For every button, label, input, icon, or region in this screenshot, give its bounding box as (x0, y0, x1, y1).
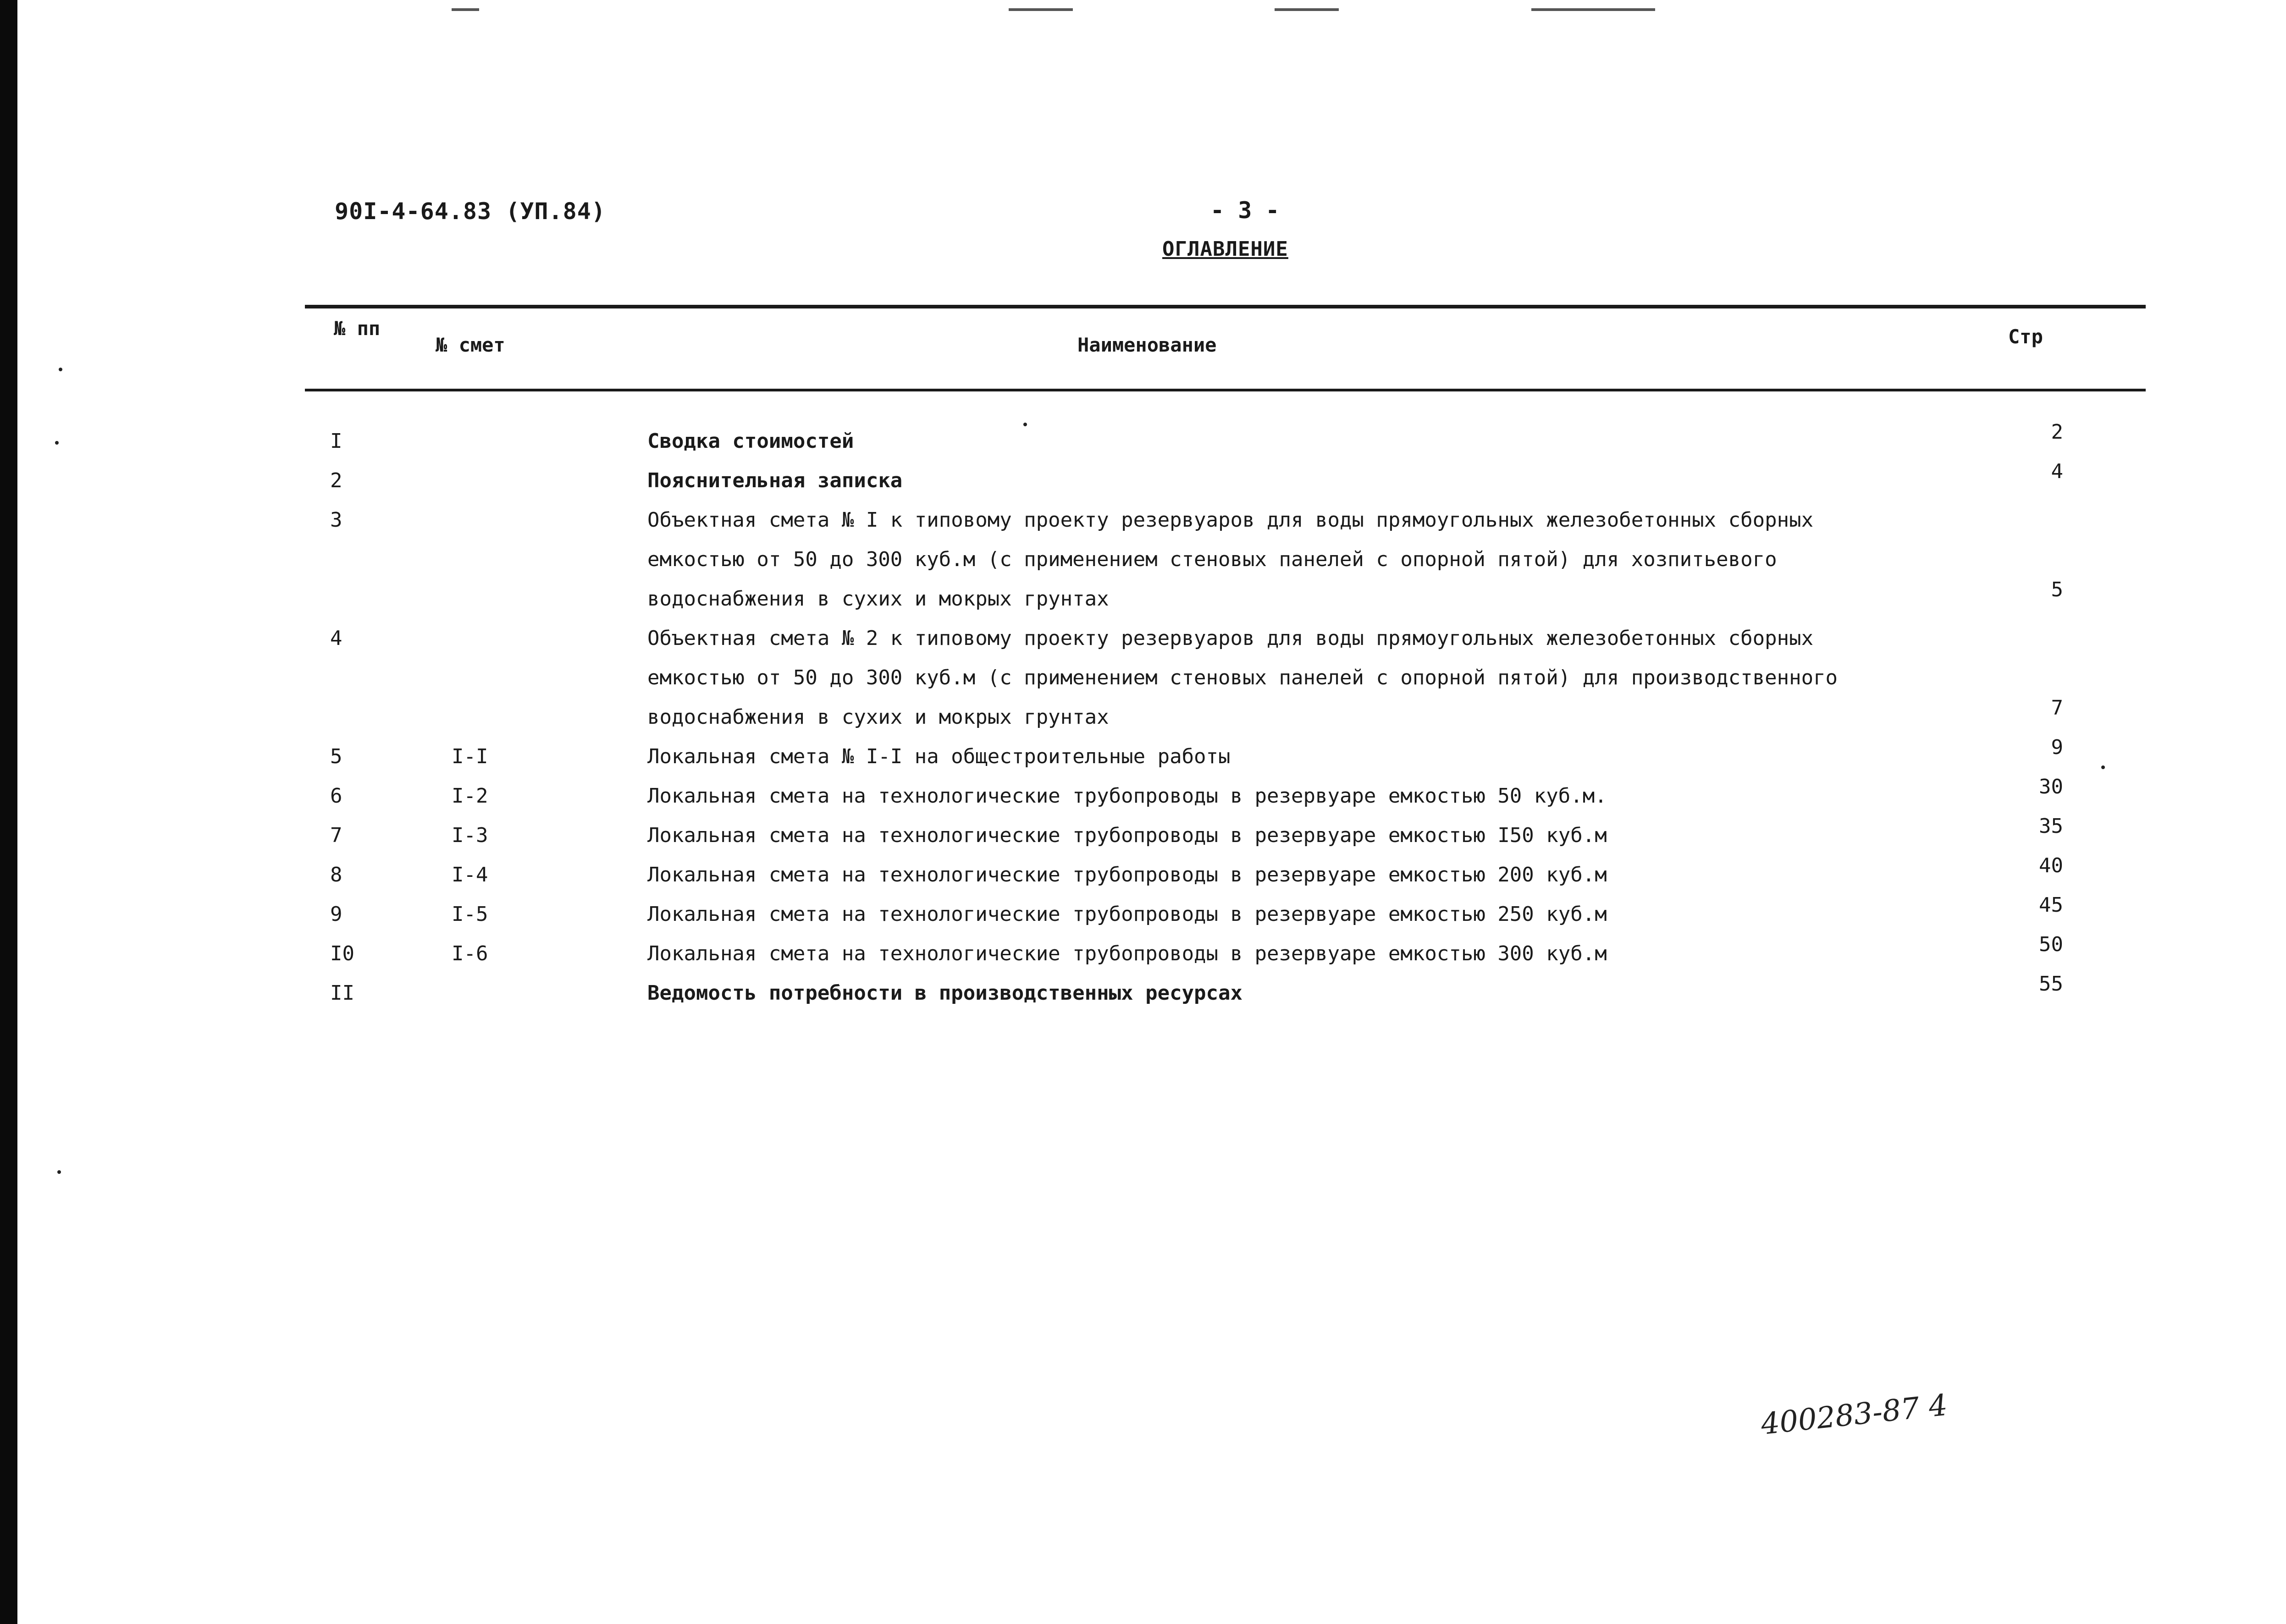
row-title (647, 501, 1885, 619)
row-page: 50 (2039, 933, 2063, 956)
row-estimate-number: I-2 (452, 784, 488, 808)
row-title (647, 855, 1885, 895)
row-page: 35 (2039, 815, 2063, 838)
row-page: 4 (2051, 460, 2063, 483)
row-page: 9 (2051, 736, 2063, 759)
row-title-line: Локальная смета на технологические трубопроводы в резервуаре емкостью 200 куб.м (647, 863, 1607, 886)
row-title-line: Локальная смета № I-I на общестроительные работы (647, 745, 1231, 768)
row-title-line: Пояснительная записка (647, 469, 903, 492)
table-header-rule (305, 389, 2146, 391)
column-header-estimate: № смет (436, 334, 505, 356)
row-number: 6 (330, 784, 342, 808)
scan-top-mark (1275, 8, 1339, 11)
scan-speck (2101, 765, 2105, 769)
scan-left-border (0, 0, 17, 1624)
handwritten-note: 400283-87 4 (1759, 1388, 1949, 1442)
document-code: 90I-4-64.83 (УП.84) (335, 198, 606, 225)
row-page: 5 (2051, 578, 2063, 601)
row-page: 30 (2039, 775, 2063, 798)
row-number: I (330, 429, 342, 453)
row-title (647, 737, 1885, 776)
scan-speck (1023, 423, 1027, 426)
scan-speck (55, 441, 59, 445)
row-title-line: водоснабжения в сухих и мокрых грунтах (647, 705, 1109, 729)
row-estimate-number: I-4 (452, 863, 488, 886)
row-title-line: Ведомость потребности в производственных ресурсах (647, 981, 1243, 1005)
page-title: ОГЛАВЛЕНИЕ (1162, 237, 1288, 261)
row-number: 7 (330, 824, 342, 847)
column-header-page: Стр (2008, 325, 2043, 348)
row-title (647, 895, 1885, 934)
row-estimate-number: I-3 (452, 824, 488, 847)
row-title (647, 422, 1885, 461)
scan-speck (57, 1170, 61, 1174)
row-estimate-number: I-5 (452, 903, 488, 926)
row-title (647, 776, 1885, 816)
scan-top-mark (452, 8, 479, 11)
row-title (647, 934, 1885, 974)
row-number: 3 (330, 508, 342, 532)
scan-speck (59, 368, 62, 371)
row-title-line: водоснабжения в сухих и мокрых грунтах (647, 587, 1109, 611)
row-page: 55 (2039, 972, 2063, 996)
row-page: 2 (2051, 420, 2063, 444)
column-header-number: № пп (334, 317, 381, 340)
row-title (647, 619, 1885, 737)
row-number: 4 (330, 627, 342, 650)
row-page: 40 (2039, 854, 2063, 877)
row-page: 7 (2051, 696, 2063, 720)
row-title-line: емкостью от 50 до 300 куб.м (с применением стеновых панелей с опорной пятой) для хозпитьевого (647, 548, 1777, 571)
table-top-rule (305, 305, 2146, 308)
row-number: 2 (330, 469, 342, 492)
row-page: 45 (2039, 893, 2063, 917)
row-title (647, 816, 1885, 855)
row-title-line: Объектная смета № I к типовому проекту резервуаров для воды прямоугольных железобетонных сборных (647, 508, 1814, 532)
row-estimate-number: I-6 (452, 942, 488, 965)
scan-top-mark (1009, 8, 1073, 11)
page-number: - 3 - (1210, 197, 1280, 224)
row-title-line: Локальная смета на технологические трубопроводы в резервуаре емкостью 300 куб.м (647, 942, 1607, 965)
row-number: 9 (330, 903, 342, 926)
column-header-name: Наименование (1077, 334, 1217, 356)
row-estimate-number: I-I (452, 745, 488, 768)
row-number: I0 (330, 942, 354, 965)
row-number: 5 (330, 745, 342, 768)
row-title-line: Локальная смета на технологические трубопроводы в резервуаре емкостью I50 куб.м (647, 824, 1607, 847)
row-number: 8 (330, 863, 342, 886)
row-title-line: Сводка стоимостей (647, 429, 854, 453)
scan-top-mark (1531, 8, 1655, 11)
row-title-line: Локальная смета на технологические трубопроводы в резервуаре емкостью 50 куб.м. (647, 784, 1607, 808)
row-title (647, 974, 1885, 1013)
row-number: II (330, 981, 354, 1005)
row-title-line: Объектная смета № 2 к типовому проекту резервуаров для воды прямоугольных железобетонных сборных (647, 627, 1814, 650)
row-title-line: Локальная смета на технологические трубопроводы в резервуаре емкостью 250 куб.м (647, 903, 1607, 926)
row-title-line: емкостью от 50 до 300 куб.м (с применением стеновых панелей с опорной пятой) для производственного (647, 666, 1838, 689)
row-title (647, 461, 1885, 501)
